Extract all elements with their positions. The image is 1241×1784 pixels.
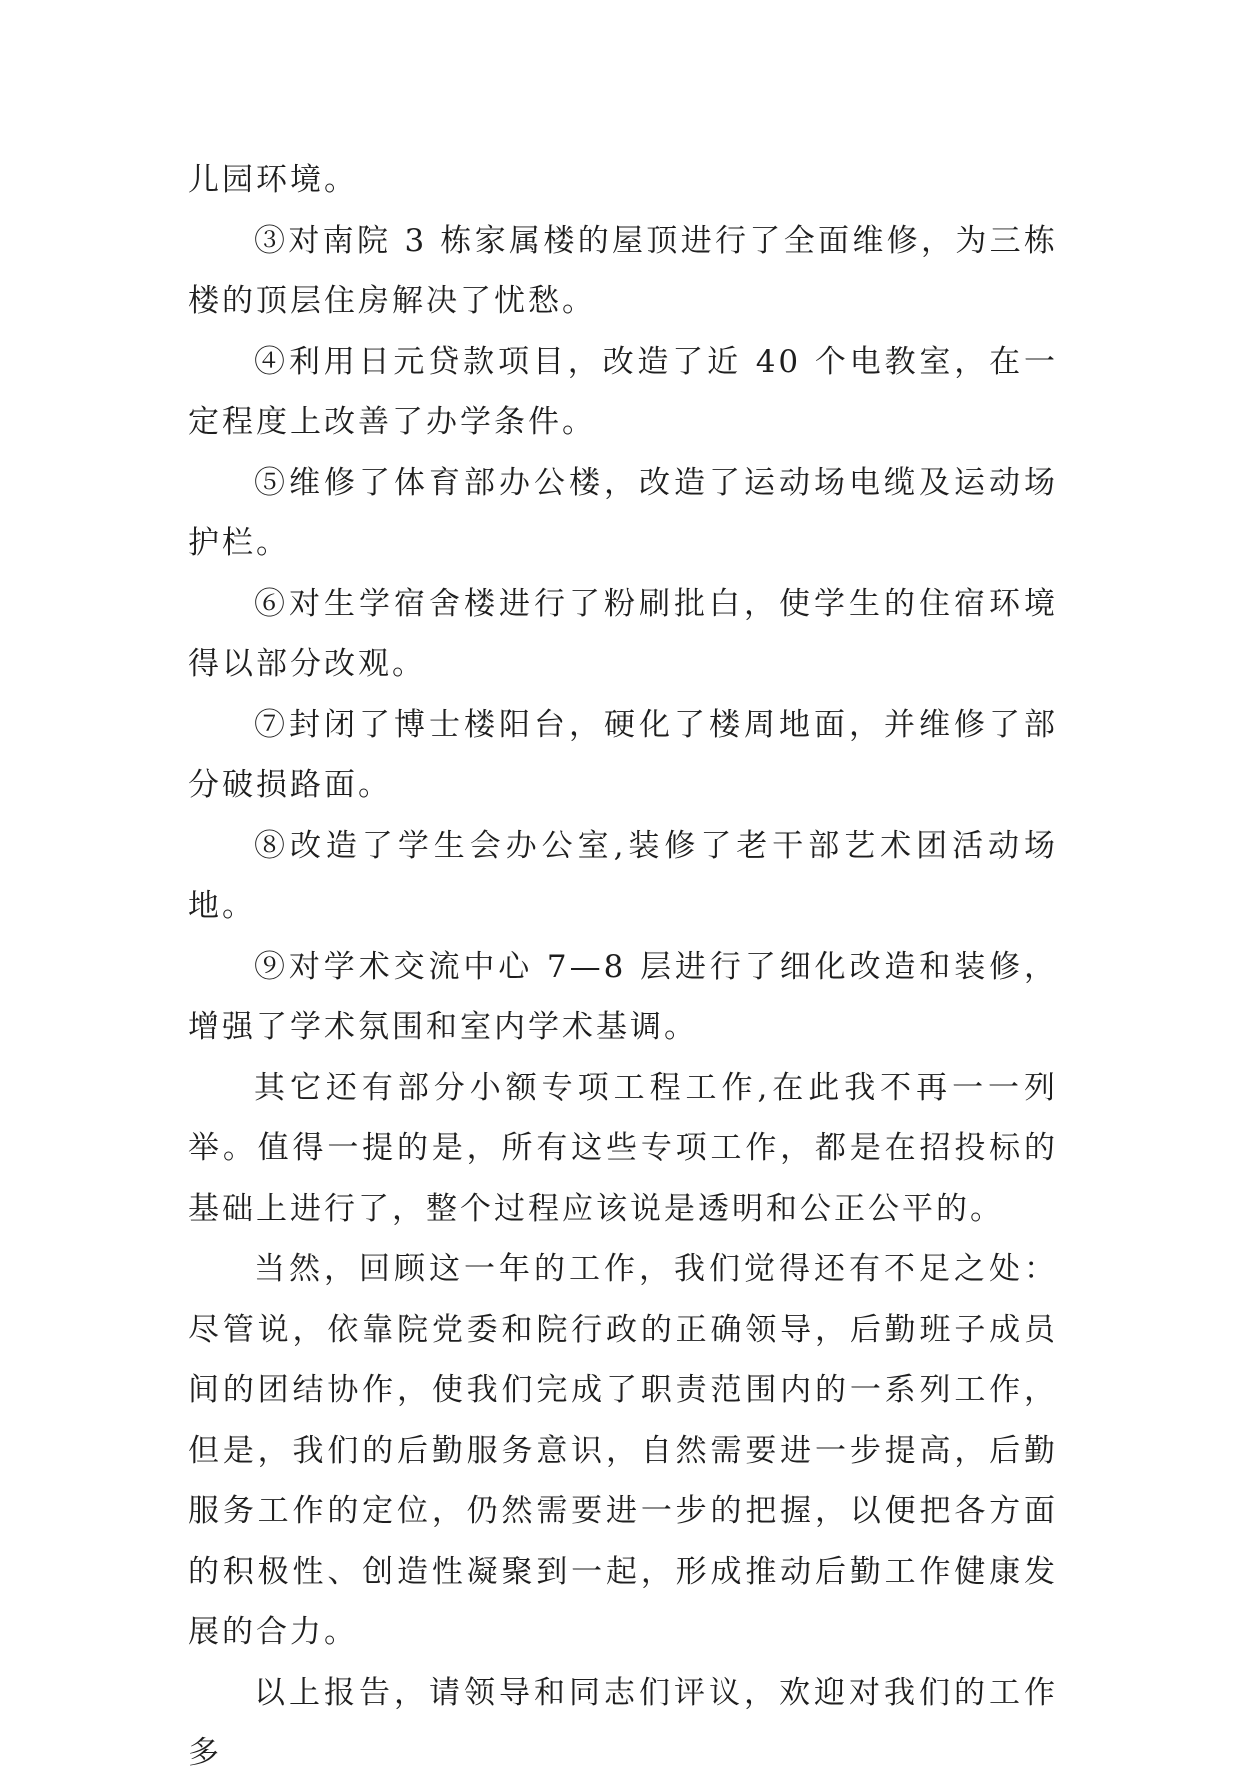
document-body [188,150,1058,1784]
paragraph-9: 当然，回顾这一年的工作，我们觉得还有不足之处：尽管说，依靠院党委和院行政的正确领导，后勤班子成员间的团结协作，使我们完成了职责范围内的一系列工作，但是，我们的后勤服务意识，自然需要进一步提高，后勤服务工作的定位，仍然需要进一步的把握，以便把各方面的积极性、创造性凝聚到一起，形成推动后勤工作健康发展的合力。 [188,1251,1058,1650]
paragraph-6: ⑧改造了学生会办公室,装修了老干部艺术团活动场地。 [188,827,1058,924]
paragraph-3: ⑤维修了体育部办公楼，改造了运动场电缆及运动场护栏。 [188,464,1058,561]
paragraph-1: ③对南院 3 栋家属楼的屋顶进行了全面维修，为三栋楼的顶层住房解决了忧愁。 [188,222,1058,319]
paragraph-4: ⑥对生学宿舍楼进行了粉刷批白，使学生的住宿环境得以部分改观。 [188,585,1058,682]
paragraph-10: 以上报告，请领导和同志们评议，欢迎对我们的工作多 [188,1674,1058,1771]
paragraph-2: ④利用日元贷款项目，改造了近 40 个电教室，在一定程度上改善了办学条件。 [188,343,1058,440]
paragraph-5: ⑦封闭了博士楼阳台，硬化了楼周地面，并维修了部分破损路面。 [188,706,1058,803]
paragraph-8: 其它还有部分小额专项工程工作,在此我不再一一列举。值得一提的是，所有这些专项工作，都是在招投标的基础上进行了，整个过程应该说是透明和公正公平的。 [188,1069,1058,1227]
paragraph-7: ⑨对学术交流中心 7—8 层进行了细化改造和装修，增强了学术氛围和室内学术基调。 [188,948,1058,1045]
paragraph-0: 儿园环境。 [188,162,358,198]
